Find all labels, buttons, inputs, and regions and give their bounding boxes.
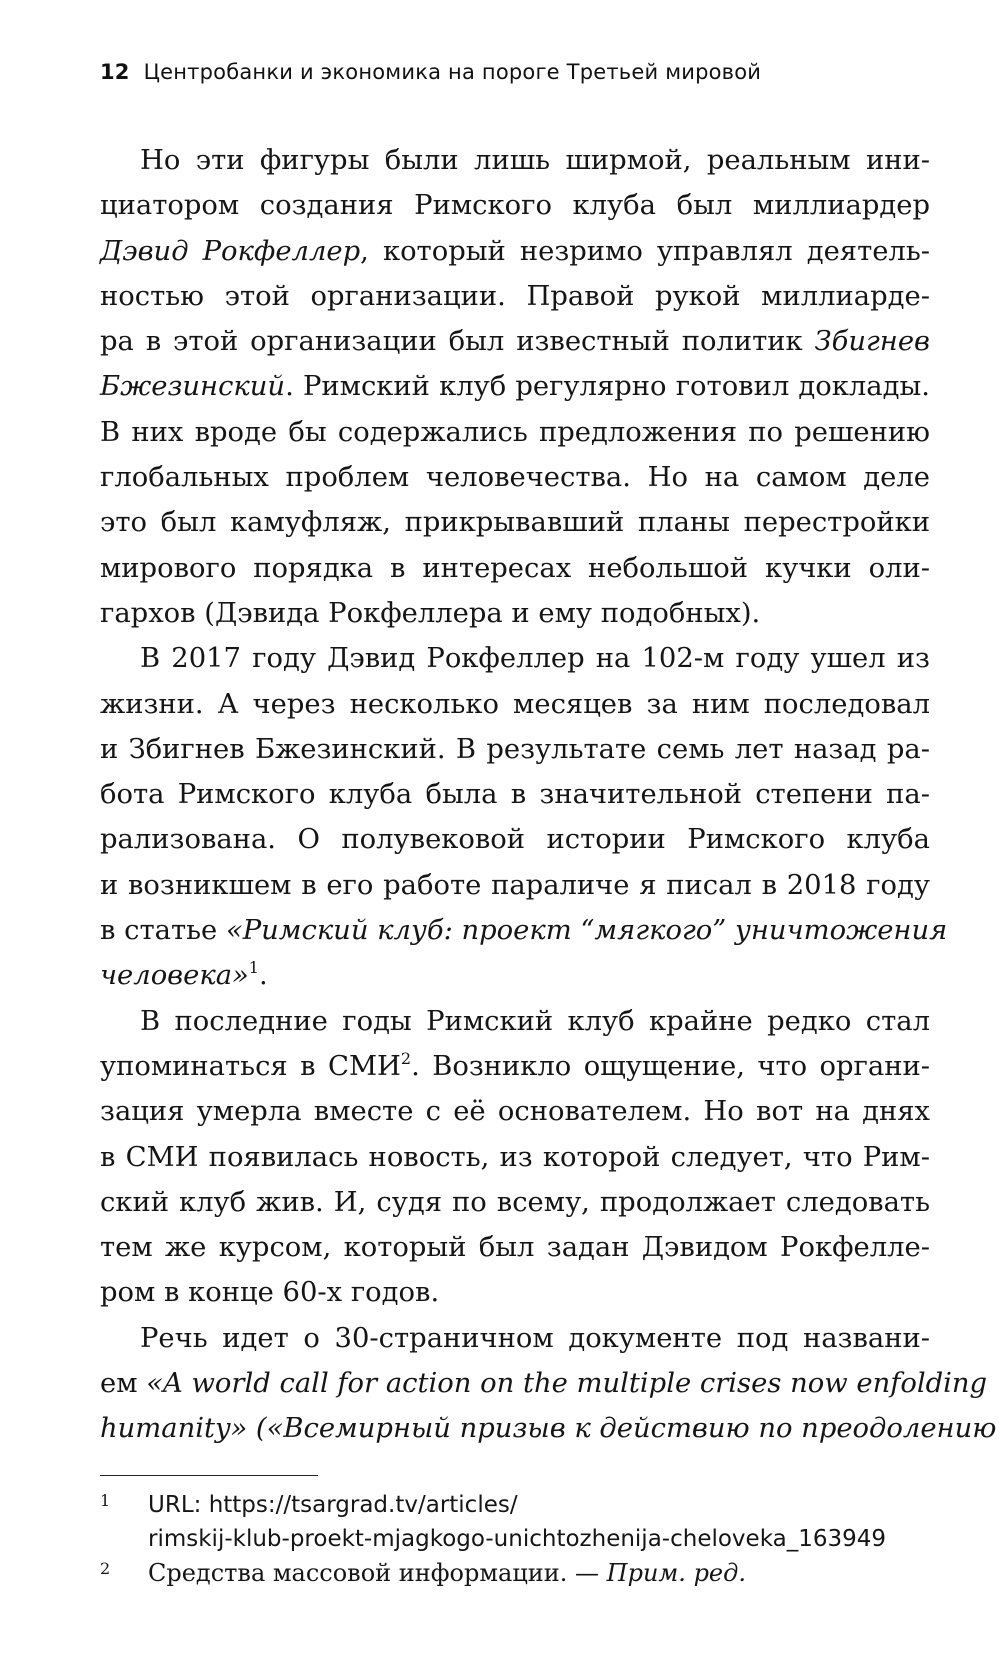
text-line: ностью этой организации. Правой рукой миллиарде- (100, 280, 930, 312)
text-line: в статье «Римский клуб: проект “мягкого” уничтожения (100, 915, 948, 947)
italic-title: «A world call for action on the multiple crises now enfolding (146, 1368, 988, 1400)
page-number: 12 (100, 60, 130, 84)
text-line: ра в этой организации был известный политик Збигнев (100, 326, 930, 358)
text-line: это был камуфляж, прикрывавший планы перестройки (100, 507, 930, 539)
text-line: рализована. О полувековой истории Римского клуба (100, 824, 930, 856)
italic-title: humanity» («Всемирный призыв к действию по преодолению (100, 1413, 997, 1445)
running-header (100, 60, 920, 84)
text-line: упоминаться в СМИ$^2$. Возникло ощущение, что органи- (100, 1048, 931, 1082)
footnote-url: URL: https://tsargrad.tv/articles/ (148, 1492, 518, 1518)
text-line: В последние годы Римский клуб крайне редко стал (140, 1005, 930, 1037)
text-line: в СМИ появилась новость, из которой следует, что Рим- (100, 1141, 930, 1173)
main-text (100, 138, 997, 1452)
text-line: и Збигнев Бжезинский. В результате семь лет назад ра- (100, 733, 930, 765)
footnote-text: Средства массовой информации. — (148, 1559, 607, 1587)
text-line: гархов (Дэвида Рокфеллера и ему подобных). (100, 597, 761, 629)
italic-name: Бжезинский (100, 371, 286, 403)
footnote-1 (100, 1488, 930, 1556)
text-line: В 2017 году Дэвид Рокфеллер на 102-м году ушел из (140, 643, 930, 675)
footnote-mark: 1 (100, 1491, 111, 1510)
italic-name: Дэвид Рокфеллер (100, 235, 361, 267)
text-line: В них вроде бы содержались предложения по решению (100, 416, 930, 448)
text-line: и возникшем в его работе параличе я писал в 2018 году (100, 869, 930, 901)
text-line: Речь идет о 30-страничном документе под названи- (140, 1322, 930, 1354)
text-line: ем «A world call for action on the multiple crises now enfolding (100, 1368, 988, 1400)
text-line: человека»$^1$. (100, 958, 268, 992)
footnotes (100, 1488, 930, 1590)
text-line: зация умерла вместе с её основателем. Но вот на днях (100, 1096, 930, 1128)
text-line: циатором создания Римского клуба был миллиардер (100, 190, 930, 222)
text-line: Бжезинский. Римский клуб регулярно готовил доклады. (100, 371, 930, 403)
footnote-mark: 2 (100, 1559, 111, 1578)
text-line: глобальных проблем человечества. Но на самом деле (100, 462, 930, 494)
footnote-ref: 1 (248, 958, 259, 978)
footnote-italic: Прим. ред. (606, 1559, 746, 1587)
footnote-ref: 2 (400, 1048, 412, 1068)
text-line: ский клуб жив. И, судя по всему, продолжает следовать (100, 1186, 930, 1218)
text-line: Но эти фигуры были лишь ширмой, реальным ини- (140, 145, 930, 176)
text-line: бота Римского клуба была в значительной степени па- (100, 779, 930, 811)
italic-name: Збигнев (814, 326, 930, 358)
text-line (100, 1406, 997, 1451)
italic-title: человека» (100, 960, 249, 992)
running-title: Центробанки и экономика на пороге Третьей мировой (143, 60, 762, 84)
text-line: Дэвид Рокфеллер, который незримо управлял деятель- (100, 235, 930, 267)
footnote-divider (100, 1475, 318, 1476)
text-line: жизни. А через несколько месяцев за ним последовал (100, 688, 930, 720)
text-line: ром в конце 60-х годов. (100, 1277, 440, 1309)
footnote-2 (100, 1556, 930, 1590)
text-line: тем же курсом, который был задан Дэвидом Рокфелле- (100, 1232, 930, 1264)
footnote-url: rimskij-klub-proekt-mjagkogo-unichtozhenija-cheloveka_163949 (148, 1526, 886, 1552)
italic-title: «Римский клуб: проект “мягкого” уничтожения (225, 915, 948, 947)
text-line: мирового порядка в интересах небольшой кучки оли- (100, 552, 930, 584)
